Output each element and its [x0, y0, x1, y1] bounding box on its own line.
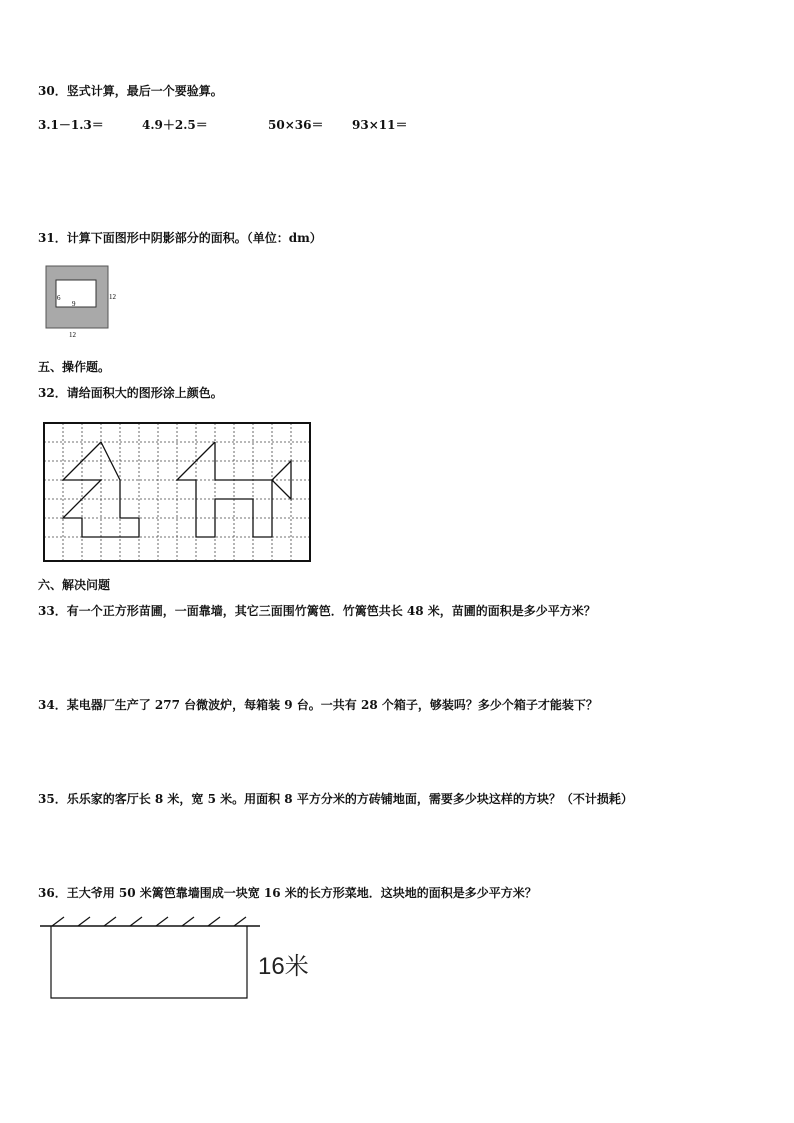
inner-rectangle: [56, 280, 96, 307]
dotted-grid-figure: [42, 421, 316, 565]
outer-side-label: 12: [109, 293, 116, 301]
grid-lines: [44, 423, 310, 561]
inner-height-label: 6: [57, 294, 61, 302]
shaded-frame-figure: [40, 262, 140, 342]
question-35-title: 35．乐乐家的客厅长 8 米，宽 5 米。用面积 8 平方分米的方砖铺地面，需要多少块这样的方块？（不计损耗）: [38, 792, 633, 806]
question-33-title: 33．有一个正方形苗圃，一面靠墙，其它三面围竹篱笆．竹篱笆共长 48 米，苗圃的面积是多少平方米？: [38, 604, 596, 618]
question-36-title: 36．王大爷用 50 米篱笆靠墙围成一块宽 16 米的长方形菜地．这块地的面积是多少平方米？: [38, 886, 537, 900]
section-5-title: 五、操作题。: [38, 360, 111, 374]
fence-rectangle: [51, 926, 247, 998]
calc-expression-4: 93×11＝: [352, 118, 408, 132]
wall-hatching: [52, 917, 246, 926]
question-31-title: 31．计算下面图形中阴影部分的面积。（单位：dm）: [38, 231, 322, 245]
calc-expression-3: 50×36＝: [268, 118, 324, 132]
width-label: 16米: [258, 953, 309, 980]
inner-width-label: 9: [72, 300, 76, 308]
calc-expression-2: 4.9＋2.5＝: [142, 118, 208, 132]
vegetable-plot-figure: [38, 912, 328, 1002]
outer-bottom-label: 12: [69, 331, 76, 339]
question-30-title: 30．竖式计算，最后一个要验算。: [38, 84, 223, 98]
question-32-title: 32．请给面积大的图形涂上颜色。: [38, 386, 223, 400]
section-6-title: 六、解决问题: [38, 578, 111, 592]
calc-expression-1: 3.1－1.3＝: [38, 118, 104, 132]
question-34-title: 34．某电器厂生产了 277 台微波炉，每箱装 9 台。一共有 28 个箱子，够装吗？多少个箱子才能装下？: [38, 698, 598, 712]
